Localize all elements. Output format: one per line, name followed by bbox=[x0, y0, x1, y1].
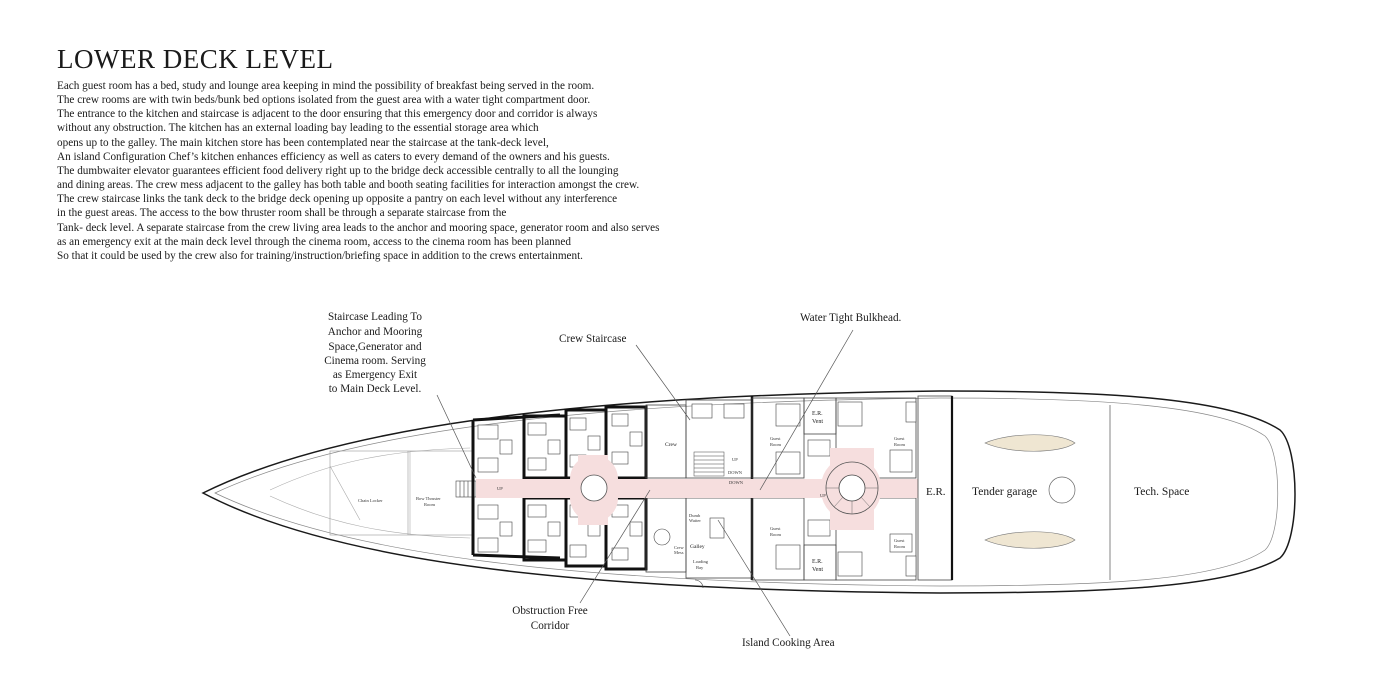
description-line: in the guest areas. The access to the bow thruster room shall be through a separate staircase from the bbox=[57, 207, 507, 220]
down-label: DOWN bbox=[728, 470, 742, 475]
callout-crew-staircase: Crew Staircase bbox=[559, 333, 627, 345]
guest-room-label: Room bbox=[894, 544, 906, 549]
bow-thruster-label: Bow Thruster bbox=[416, 496, 441, 501]
crew-bed bbox=[724, 404, 744, 418]
island-cooking-counter bbox=[710, 518, 724, 538]
guest-room-label: Guest bbox=[770, 436, 781, 441]
callout-bulkhead: Water Tight Bulkhead. bbox=[800, 312, 902, 324]
crew-mess-label: Mess bbox=[674, 550, 684, 555]
tender-garage-label: Tender garage bbox=[972, 486, 1038, 498]
guest-room-label: Room bbox=[770, 532, 782, 537]
loading-bay-label: Loading bbox=[693, 559, 708, 564]
bow-thruster-label: Room bbox=[424, 502, 436, 507]
up-label: UP bbox=[497, 486, 503, 491]
guest-room-label: Room bbox=[770, 442, 782, 447]
description-line: An island Configuration Chef’s kitchen enhances efficiency as well as caters to every demand of the owners and his guests. bbox=[57, 150, 610, 163]
loading-bay-label: Bay bbox=[696, 565, 704, 570]
description-line: Each guest room has a bed, study and lounge area keeping in mind the possibility of breakfast being served in the room. bbox=[57, 80, 595, 92]
galley-label: Galley bbox=[690, 544, 705, 550]
crew-bed bbox=[692, 404, 712, 418]
callout-island: Island Cooking Area bbox=[742, 637, 835, 649]
guest-room-label: Guest bbox=[770, 526, 781, 531]
description-line: Tank- deck level. A separate staircase from the crew living area leads to the anchor and mooring space, generator room and also serves bbox=[57, 221, 660, 234]
description-line: without any obstruction. The kitchen has an external loading bay leading to the essential storage area which bbox=[57, 122, 539, 135]
chain-locker-label: Chain Locker bbox=[358, 498, 383, 503]
er-label: E.R. bbox=[926, 486, 946, 498]
description-line: The entrance to the kitchen and staircase is adjacent to the door ensuring that this emergency door and corridor is always bbox=[57, 108, 598, 121]
callout-staircase-anchor bbox=[324, 311, 426, 395]
up-label: UP bbox=[820, 493, 826, 498]
er-vent-label: Vent bbox=[812, 567, 823, 573]
er-vent-label: E.R. bbox=[812, 559, 823, 565]
callout-text: Anchor and Mooring bbox=[327, 326, 423, 338]
description-line: So that it could be used by the crew also for training/instruction/briefing space in addition to the crews entertainment. bbox=[57, 249, 583, 262]
description-line: and dining areas. The crew mess adjacent to the galley has both table and booth seating facilities for interaction amongst the crew. bbox=[57, 179, 640, 192]
dumb-waiter-label: Dumb bbox=[689, 513, 701, 518]
guest-room-label: Room bbox=[894, 442, 906, 447]
er-vent-label: Vent bbox=[812, 419, 823, 425]
description-line: The dumbwaiter elevator guarantees efficient food delivery right up to the bridge deck accessible centrally to all the lounging bbox=[57, 164, 619, 177]
page-title: LOWER DECK LEVEL bbox=[57, 44, 334, 74]
crew-mess-label: Crew bbox=[674, 545, 684, 550]
description-line: as an emergency exit at the main deck level through the cinema room, access to the cinema room has been planned bbox=[57, 235, 571, 248]
guest-room-label: Guest bbox=[894, 538, 905, 543]
callout-text: to Main Deck Level. bbox=[328, 383, 422, 395]
dumb-waiter-label: Waiter bbox=[689, 518, 701, 523]
callout-corridor: Obstruction Free bbox=[512, 605, 588, 617]
description-line: The crew rooms are with twin beds/bunk bed options isolated from the guest area with a water tight compartment door. bbox=[57, 94, 591, 107]
guest-room-label: Guest bbox=[894, 436, 905, 441]
tech-space-label: Tech. Space bbox=[1134, 486, 1190, 498]
callout-text: Staircase Leading To bbox=[327, 311, 423, 323]
up-label: UP bbox=[732, 457, 738, 462]
down-label: DOWN bbox=[729, 480, 743, 485]
callout-text: Space,Generator and bbox=[328, 341, 422, 353]
description-line: The crew staircase links the tank deck to the bridge deck opening up opposite a pantry on each level without any interference bbox=[57, 193, 618, 206]
crew-lobby-circle bbox=[581, 475, 607, 501]
crew-label: Crew bbox=[665, 442, 677, 448]
callout-text: as Emergency Exit bbox=[332, 369, 418, 381]
callout-text: Cinema room. Serving bbox=[324, 355, 426, 367]
er-vent-label: E.R. bbox=[812, 411, 823, 417]
description-line: opens up to the galley. The main kitchen store has been contemplated near the staircase at the tank-deck level, bbox=[57, 136, 549, 149]
callout-corridor: Corridor bbox=[530, 620, 570, 632]
